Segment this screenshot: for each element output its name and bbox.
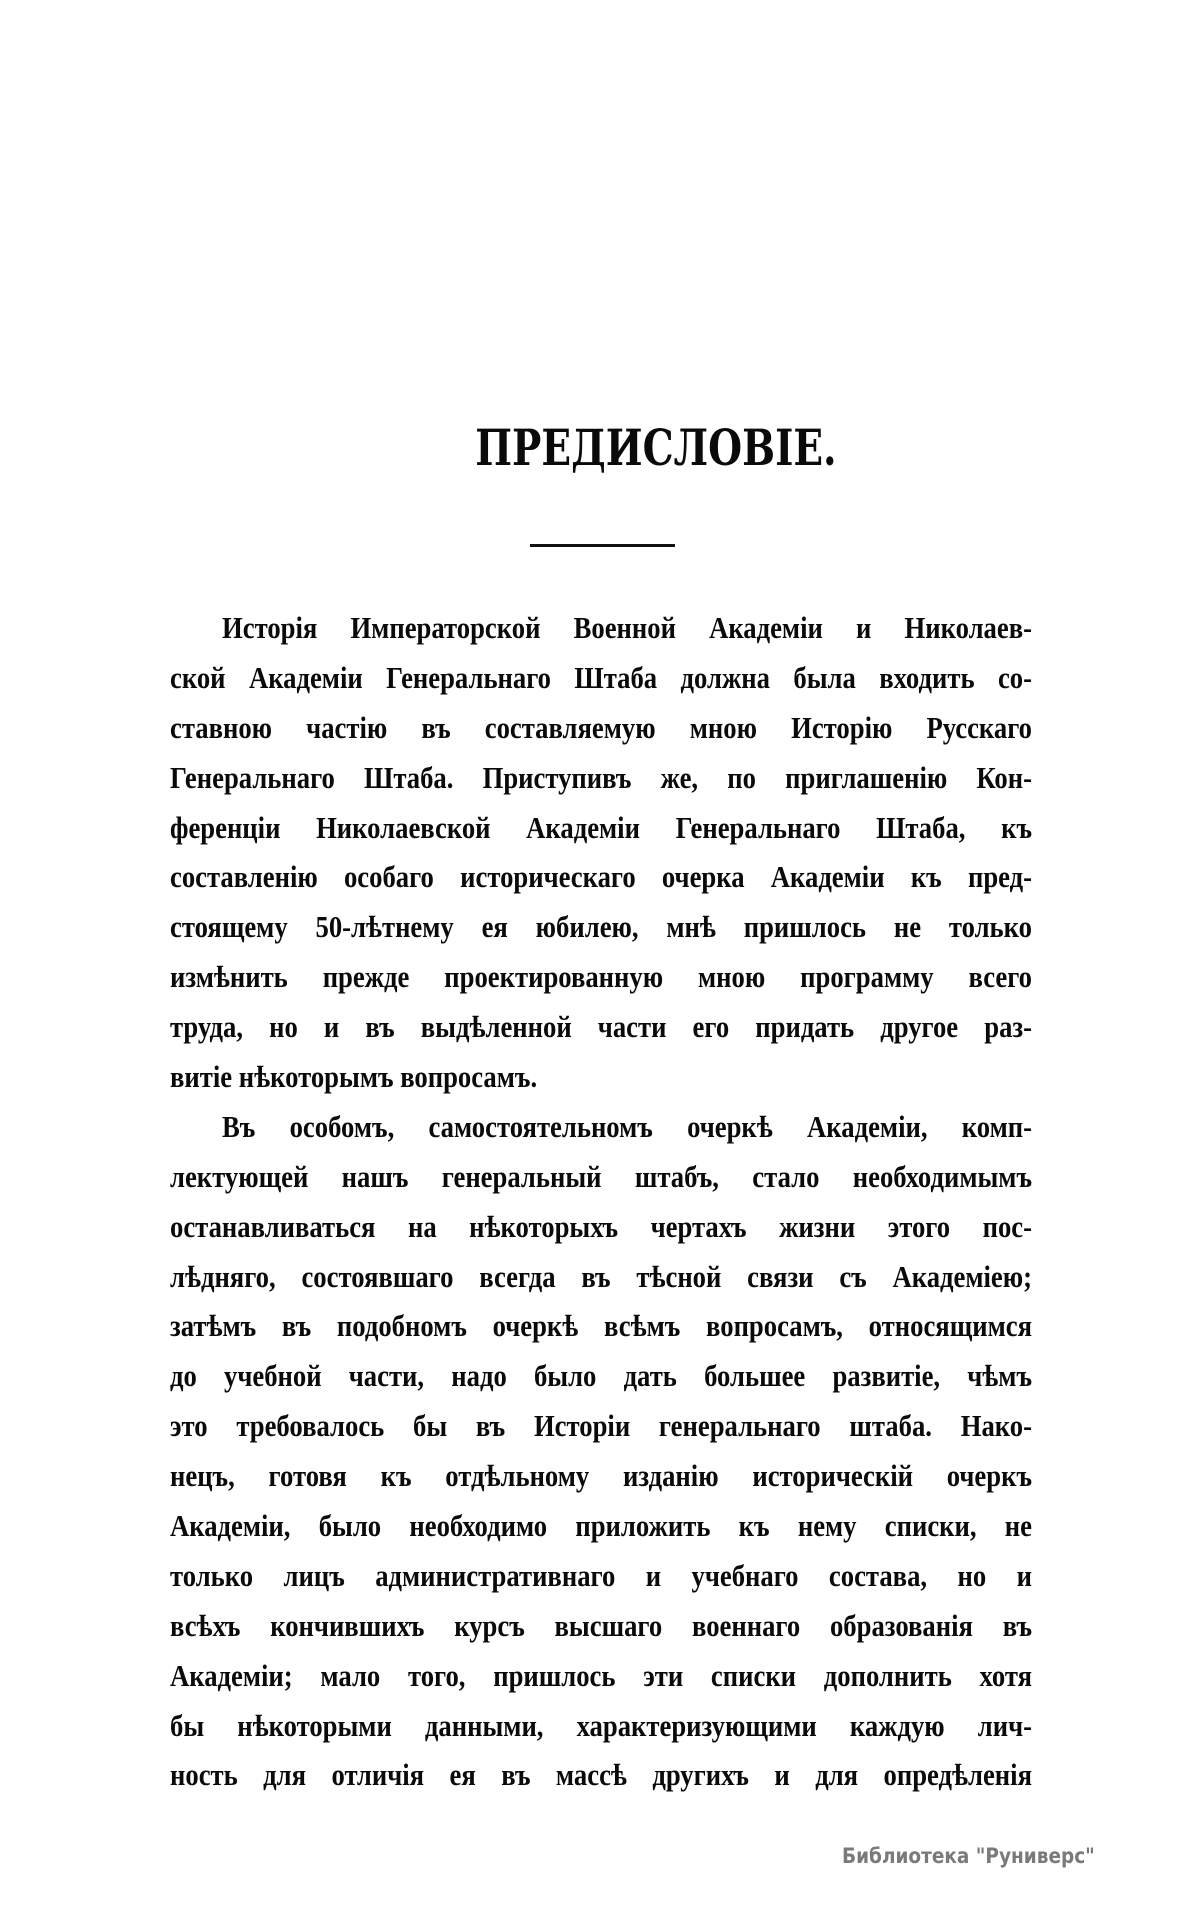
text-line xyxy=(170,1706,1032,1756)
text-line-content: останавливаться на нѣкоторыхъ чертахъ жизни этого пос- xyxy=(170,1208,1033,1244)
text-line xyxy=(170,1406,1032,1456)
paragraph xyxy=(170,1107,1032,1805)
text-line-content: Академіи, было необходимо приложить къ нему списки, не xyxy=(170,1508,1033,1544)
text-line xyxy=(170,1257,1032,1307)
text-line xyxy=(170,1606,1032,1656)
text-line xyxy=(170,1656,1032,1706)
text-line xyxy=(170,808,1032,858)
text-line-content: ность для отличія ея въ массѣ другихъ и для опредѣленія xyxy=(170,1757,1033,1793)
text-line xyxy=(170,1007,1032,1057)
text-line-content: всѣхъ кончившихъ курсъ высшаго военнаго образованія въ xyxy=(170,1607,1033,1643)
text-line-content: ставною частію въ составляемую мною Исторію Русскаго xyxy=(170,709,1033,745)
text-line-content: бы нѣкоторыми данными, характеризующими каждую лич- xyxy=(170,1707,1033,1743)
text-line-content: ференціи Николаевской Академіи Генеральнаго Штаба, къ xyxy=(170,809,1033,845)
text-line-content: составленію особаго историческаго очерка Академіи къ пред- xyxy=(170,859,1033,895)
text-line-content: затѣмъ въ подобномъ очеркѣ всѣмъ вопросамъ, относящимся xyxy=(170,1308,1033,1344)
text-line xyxy=(170,1356,1032,1406)
text-line-content: лектующей нашъ генеральный штабъ, стало необходимымъ xyxy=(170,1158,1033,1194)
text-line-content: Въ особомъ, самостоятельномъ очеркѣ Академіи, комп- xyxy=(222,1108,1032,1144)
paragraph xyxy=(170,608,1032,1107)
text-line-content: это требовалось бы въ Исторіи генеральнаго штаба. Нако- xyxy=(170,1408,1033,1444)
text-line-content: нецъ, готовя къ отдѣльному изданію историческій очеркъ xyxy=(170,1458,1033,1494)
text-line-content: витіе нѣкоторымъ вопросамъ. xyxy=(170,1059,538,1095)
text-line xyxy=(170,957,1032,1007)
text-line xyxy=(170,758,1032,808)
text-line-content: Исторія Императорской Военной Академіи и Николаев- xyxy=(222,610,1032,645)
text-line xyxy=(170,1157,1032,1207)
text-line-content: стоящему 50-лѣтнему ея юбилею, мнѣ пришлось не только xyxy=(170,909,1033,945)
text-line xyxy=(170,1755,1032,1805)
text-line-content: труда, но и въ выдѣленной части его придать другое раз- xyxy=(170,1009,1033,1045)
text-line xyxy=(170,1506,1032,1556)
text-line-content: только лицъ административнаго и учебнаго состава, но и xyxy=(170,1557,1032,1593)
text-line-content: Академіи; мало того, пришлось эти списки дополнить хотя xyxy=(170,1657,1033,1693)
text-line-content: измѣнить прежде проектированную мною программу всего xyxy=(170,959,1033,995)
text-line-content: Генеральнаго Штаба. Приступивъ же, по приглашенію Кон- xyxy=(170,759,1032,795)
text-line xyxy=(170,608,1032,658)
text-line-content: лѣдняго, состоявшаго всегда въ тѣсной связи съ Академіею; xyxy=(170,1258,1032,1294)
text-line xyxy=(170,1306,1032,1356)
text-line xyxy=(170,907,1032,957)
text-line xyxy=(170,1456,1032,1506)
text-line xyxy=(170,1057,1032,1107)
text-line xyxy=(170,658,1032,708)
text-line xyxy=(170,1107,1032,1157)
text-line-content: до учебной части, надо было дать большее развитіе, чѣмъ xyxy=(170,1358,1033,1394)
text-line xyxy=(170,708,1032,758)
library-watermark: Библиотека "Руниверс" xyxy=(842,1844,1095,1868)
text-line xyxy=(170,857,1032,907)
page-title: ПРЕДИСЛОВІЕ. xyxy=(475,418,837,477)
title-divider xyxy=(530,544,675,547)
body-text xyxy=(170,608,1032,1805)
text-line-content: ской Академіи Генеральнаго Штаба должна была входить со- xyxy=(170,659,1032,695)
text-line xyxy=(170,1207,1032,1257)
text-line xyxy=(170,1556,1032,1606)
